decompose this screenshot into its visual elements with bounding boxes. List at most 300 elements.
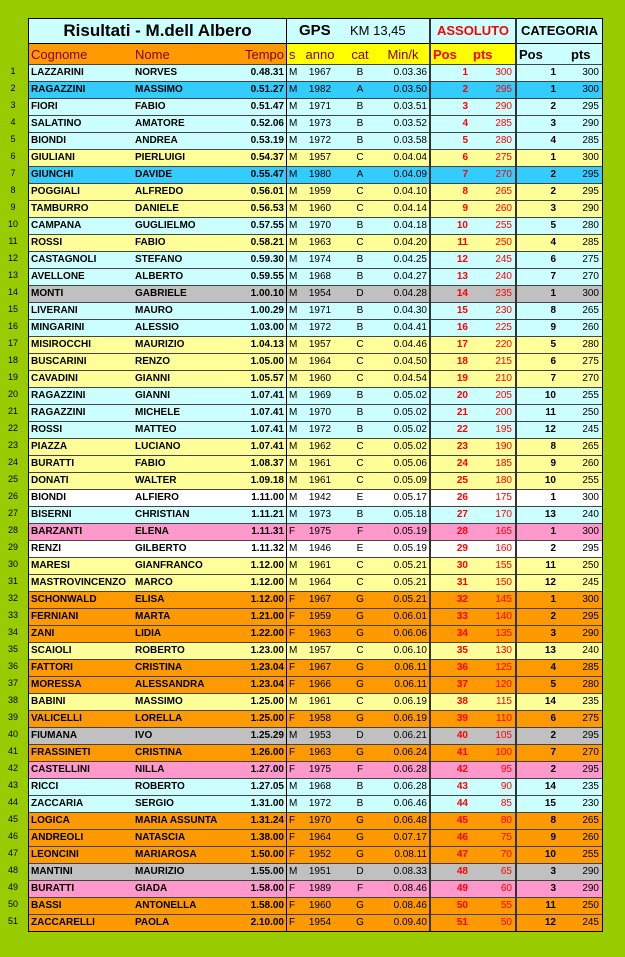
cell-anno: 1969: [308, 390, 332, 401]
cell-pts-abs: 60: [500, 883, 512, 894]
cell-pts-cat: 285: [582, 237, 599, 248]
cell-pts-cat: 260: [582, 322, 599, 333]
cell-cognome: BIONDI: [31, 492, 66, 503]
col-pts-cat: pts: [559, 43, 602, 64]
cell-pos-cat: 9: [550, 322, 556, 333]
row-number: 46: [7, 831, 18, 841]
row-number: 8: [10, 185, 16, 195]
cell-sesso: M: [289, 390, 297, 401]
cell-pos-abs: 30: [456, 560, 468, 571]
cell-pos-cat: 4: [550, 135, 556, 146]
cell-cognome: VALICELLI: [31, 713, 82, 724]
cell-nome: MASSIMO: [135, 84, 183, 95]
row-number: 33: [7, 610, 18, 620]
cell-tempo: 1.05.57: [250, 373, 284, 384]
cell-pos-cat: 14: [544, 781, 556, 792]
cell-minkm: 0.05.19: [393, 526, 427, 537]
cell-tempo: 1.05.00: [250, 356, 284, 367]
cell-pts-abs: 265: [495, 186, 512, 197]
column-divider: [429, 19, 431, 931]
cell-anno: 1989: [308, 883, 332, 894]
cell-pos-cat: 11: [545, 407, 556, 418]
row-number: 21: [7, 406, 18, 416]
cell-sesso: F: [289, 662, 296, 673]
cell-pos-cat: 3: [550, 118, 556, 129]
cell-pos-abs: 20: [456, 390, 468, 401]
cell-pos-cat: 3: [550, 883, 556, 894]
cell-minkm: 0.08.46: [393, 900, 427, 911]
cell-pts-cat: 245: [582, 577, 599, 588]
cell-anno: 1953: [308, 730, 332, 741]
cell-minkm: 0.03.52: [393, 118, 427, 129]
cell-nome: GABRIELE: [135, 288, 187, 299]
cell-anno: 1968: [308, 271, 332, 282]
cell-pts-abs: 245: [495, 254, 512, 265]
cell-pts-cat: 300: [582, 67, 599, 78]
cell-anno: 1959: [308, 186, 332, 197]
cell-pts-cat: 295: [582, 186, 599, 197]
cell-sesso: F: [289, 628, 296, 639]
cell-cognome: BURATTI: [31, 883, 75, 894]
cell-sesso: M: [289, 696, 297, 707]
cell-minkm: 0.04.27: [393, 271, 427, 282]
cell-pos-cat: 13: [544, 645, 556, 656]
cell-pos-abs: 11: [457, 237, 468, 248]
cell-cat: G: [356, 611, 364, 622]
cell-pts-cat: 270: [582, 747, 599, 758]
cell-anno: 1964: [308, 832, 332, 843]
cell-pos-abs: 50: [456, 900, 468, 911]
cell-tempo: 1.31.00: [250, 798, 284, 809]
categoria-heading: CATEGORIA: [517, 19, 602, 43]
cell-cognome: MONTI: [31, 288, 64, 299]
cell-cognome: BUSCARINI: [31, 356, 87, 367]
cell-pos-cat: 1: [550, 84, 556, 95]
cell-nome: GIANNI: [135, 373, 170, 384]
row-number: 28: [7, 525, 18, 535]
cell-sesso: F: [289, 594, 296, 605]
cell-cat: G: [356, 713, 364, 724]
cell-tempo: 1.25.00: [250, 713, 284, 724]
cell-pts-abs: 145: [495, 594, 512, 605]
cell-minkm: 0.05.02: [393, 390, 427, 401]
cell-pts-cat: 295: [582, 543, 599, 554]
cell-pts-cat: 290: [582, 628, 599, 639]
cell-tempo: 1.07.41: [250, 424, 284, 435]
cell-pts-cat: 280: [582, 339, 599, 350]
cell-pts-cat: 285: [582, 662, 599, 673]
cell-nome: NORVES: [135, 67, 178, 78]
cell-pos-abs: 44: [456, 798, 468, 809]
row-number: 5: [10, 134, 16, 144]
cell-minkm: 0.06.46: [393, 798, 427, 809]
cell-cat: B: [356, 101, 364, 112]
cell-pos-cat: 5: [550, 339, 556, 350]
cell-nome: ALFREDO: [135, 186, 184, 197]
cell-cognome: GIULIANI: [31, 152, 75, 163]
row-number: 51: [7, 916, 18, 926]
cell-pts-cat: 300: [582, 526, 599, 537]
cell-nome: DANIELE: [135, 203, 179, 214]
cell-pts-abs: 190: [495, 441, 512, 452]
cell-nome: GUGLIELMO: [135, 220, 196, 231]
cell-minkm: 0.05.02: [393, 441, 427, 452]
cell-pos-cat: 6: [550, 254, 556, 265]
cell-nome: WALTER: [135, 475, 177, 486]
cell-sesso: F: [289, 526, 296, 537]
cell-pts-abs: 110: [496, 713, 512, 724]
cell-pts-abs: 50: [500, 917, 512, 928]
cell-anno: 1942: [308, 492, 332, 503]
cell-pts-cat: 230: [582, 798, 599, 809]
cell-pts-abs: 55: [500, 900, 512, 911]
cell-pos-cat: 12: [544, 424, 556, 435]
cell-cat: C: [356, 339, 364, 350]
cell-tempo: 0.53.19: [250, 135, 284, 146]
cell-nome: IVO: [135, 730, 153, 741]
cell-nome: ALFIERO: [135, 492, 179, 503]
cell-tempo: 0.59.30: [250, 254, 284, 265]
cell-minkm: 0.04.50: [393, 356, 427, 367]
cell-tempo: 1.11.32: [251, 543, 284, 554]
cell-tempo: 1.31.24: [250, 815, 284, 826]
cell-cognome: ZANI: [31, 628, 55, 639]
cell-cognome: FIORI: [31, 101, 58, 112]
cell-tempo: 1.23.00: [250, 645, 284, 656]
cell-pos-abs: 47: [456, 849, 468, 860]
col-pts-abs: pts: [471, 43, 516, 64]
cell-pos-abs: 35: [456, 645, 468, 656]
cell-cat: B: [356, 781, 364, 792]
cell-pts-cat: 290: [582, 866, 599, 877]
row-number: 34: [7, 627, 18, 637]
cell-pos-cat: 2: [550, 543, 556, 554]
cell-pts-cat: 270: [582, 373, 599, 384]
cell-pts-abs: 280: [495, 135, 512, 146]
col-tempo: Tempo: [233, 43, 287, 64]
cell-tempo: 1.12.00: [250, 577, 284, 588]
cell-cognome: RAGAZZINI: [31, 407, 86, 418]
cell-cognome: FATTORI: [31, 662, 73, 673]
row-number: 7: [10, 168, 16, 178]
cell-cat: B: [356, 322, 364, 333]
row-number: 27: [7, 508, 18, 518]
cell-pts-cat: 255: [582, 849, 599, 860]
cell-anno: 1954: [308, 288, 332, 299]
cell-anno: 1963: [308, 237, 332, 248]
cell-anno: 1974: [308, 254, 332, 265]
cell-minkm: 0.06.48: [393, 815, 427, 826]
cell-pts-abs: 105: [495, 730, 512, 741]
cell-pts-abs: 120: [495, 679, 512, 690]
cell-pos-abs: 49: [456, 883, 468, 894]
cell-cognome: SCHONWALD: [31, 594, 97, 605]
cell-tempo: 0.52.06: [250, 118, 284, 129]
col-sesso: s: [287, 43, 297, 64]
cell-pts-abs: 175: [495, 492, 512, 503]
cell-tempo: 0.56.53: [250, 203, 284, 214]
cell-pts-abs: 90: [500, 781, 512, 792]
cell-minkm: 0.05.02: [393, 424, 427, 435]
cell-cat: C: [356, 441, 364, 452]
cell-sesso: M: [289, 339, 297, 350]
cell-pos-cat: 1: [550, 526, 556, 537]
cell-pos-cat: 1: [550, 152, 556, 163]
cell-pos-cat: 12: [544, 577, 556, 588]
col-minkm: Min/k: [377, 43, 430, 64]
row-number: 23: [7, 440, 18, 450]
cell-nome: GIADA: [135, 883, 168, 894]
cell-anno: 1957: [308, 152, 332, 163]
cell-nome: MAURIZIO: [135, 866, 185, 877]
cell-anno: 1952: [308, 849, 332, 860]
cell-pos-abs: 43: [456, 781, 468, 792]
cell-tempo: 1.08.37: [250, 458, 284, 469]
cell-cognome: MARESI: [31, 560, 70, 571]
cell-pos-cat: 1: [550, 594, 556, 605]
cell-cognome: FERNIANI: [31, 611, 79, 622]
cell-pos-abs: 8: [462, 186, 468, 197]
row-number: 31: [7, 576, 18, 586]
cell-sesso: F: [289, 849, 296, 860]
cell-minkm: 0.05.02: [393, 407, 427, 418]
cell-sesso: M: [289, 798, 297, 809]
cell-cognome: MISIROCCHI: [31, 339, 91, 350]
cell-pts-abs: 160: [495, 543, 512, 554]
cell-sesso: F: [289, 832, 296, 843]
cell-cat: F: [356, 883, 364, 894]
cell-sesso: M: [289, 492, 297, 503]
cell-sesso: M: [289, 322, 297, 333]
cell-minkm: 0.06.11: [394, 662, 427, 673]
cell-pts-cat: 275: [582, 254, 599, 265]
column-divider: [515, 19, 517, 931]
cell-anno: 1968: [308, 781, 332, 792]
cell-minkm: 0.08.33: [393, 866, 427, 877]
cell-anno: 1971: [308, 305, 332, 316]
cell-minkm: 0.03.51: [393, 101, 427, 112]
cell-pts-abs: 155: [495, 560, 512, 571]
cell-pts-cat: 290: [582, 883, 599, 894]
cell-sesso: F: [289, 747, 296, 758]
cell-cat: B: [356, 798, 364, 809]
cell-pos-abs: 34: [456, 628, 468, 639]
cell-sesso: M: [289, 186, 297, 197]
cell-pts-cat: 235: [582, 696, 599, 707]
cell-minkm: 0.03.58: [393, 135, 427, 146]
cell-pts-cat: 240: [582, 509, 599, 520]
cell-anno: 1972: [308, 424, 332, 435]
cell-nome: SERGIO: [135, 798, 174, 809]
cell-cognome: MANTINI: [31, 866, 73, 877]
cell-pos-cat: 8: [550, 815, 556, 826]
cell-cat: C: [356, 645, 364, 656]
cell-cat: G: [356, 662, 364, 673]
cell-pos-cat: 14: [544, 696, 556, 707]
cell-pos-cat: 10: [544, 475, 556, 486]
cell-cat: F: [356, 526, 364, 537]
cell-pos-cat: 2: [550, 764, 556, 775]
cell-pos-abs: 12: [456, 254, 468, 265]
cell-pos-abs: 13: [456, 271, 468, 282]
cell-pts-cat: 295: [582, 101, 599, 112]
row-number: 11: [8, 236, 18, 246]
cell-pos-abs: 7: [462, 169, 468, 180]
cell-pos-abs: 15: [456, 305, 468, 316]
cell-tempo: 1.07.41: [250, 390, 284, 401]
row-number: 29: [7, 542, 18, 552]
cell-nome: LORELLA: [135, 713, 183, 724]
row-number: 43: [7, 780, 18, 790]
cell-pos-abs: 46: [456, 832, 468, 843]
cell-sesso: M: [289, 645, 297, 656]
cell-pos-cat: 6: [550, 713, 556, 724]
cell-pts-cat: 300: [582, 84, 599, 95]
cell-pos-abs: 26: [456, 492, 468, 503]
cell-pos-abs: 14: [456, 288, 468, 299]
cell-pts-abs: 215: [495, 356, 512, 367]
cell-cognome: ZACCARELLI: [31, 917, 95, 928]
cell-pos-cat: 15: [544, 798, 556, 809]
cell-tempo: 1.22.00: [250, 628, 284, 639]
cell-anno: 1964: [308, 356, 332, 367]
cell-pts-abs: 180: [495, 475, 512, 486]
cell-pos-abs: 32: [456, 594, 468, 605]
cell-pts-cat: 300: [582, 594, 599, 605]
cell-pts-cat: 300: [582, 152, 599, 163]
cell-pos-cat: 10: [544, 390, 556, 401]
col-pos-abs: Pos: [431, 43, 471, 64]
row-number: 24: [7, 457, 18, 467]
cell-pts-cat: 250: [582, 407, 599, 418]
cell-pts-abs: 70: [500, 849, 512, 860]
cell-tempo: 1.26.00: [250, 747, 284, 758]
row-number: 37: [7, 678, 18, 688]
cell-sesso: M: [289, 509, 297, 520]
cell-cat: G: [356, 594, 364, 605]
row-number: 49: [7, 882, 18, 892]
cell-cat: D: [356, 730, 364, 741]
cell-cognome: CASTELLINI: [31, 764, 90, 775]
cell-cognome: BIONDI: [31, 135, 66, 146]
cell-anno: 1963: [308, 747, 332, 758]
cell-minkm: 0.06.21: [393, 730, 427, 741]
cell-minkm: 0.04.10: [393, 186, 427, 197]
cell-pts-cat: 285: [582, 135, 599, 146]
cell-minkm: 0.05.21: [393, 594, 427, 605]
cell-anno: 1975: [308, 764, 332, 775]
cell-tempo: 0.56.01: [250, 186, 284, 197]
cell-cat: G: [356, 917, 364, 928]
cell-anno: 1960: [308, 900, 332, 911]
cell-sesso: F: [289, 917, 296, 928]
cell-sesso: M: [289, 866, 297, 877]
row-number: 10: [7, 219, 18, 229]
cell-pos-cat: 3: [550, 203, 556, 214]
cell-pts-abs: 85: [500, 798, 512, 809]
cell-pos-abs: 40: [456, 730, 468, 741]
cell-sesso: F: [289, 883, 296, 894]
row-number: 13: [7, 270, 18, 280]
cell-pos-cat: 2: [550, 611, 556, 622]
cell-pts-abs: 75: [500, 832, 512, 843]
cell-minkm: 0.06.28: [393, 764, 427, 775]
cell-cat: E: [356, 492, 364, 503]
cell-cat: C: [356, 203, 364, 214]
cell-tempo: 1.00.10: [250, 288, 284, 299]
cell-pts-abs: 255: [495, 220, 512, 231]
row-number: 16: [7, 321, 18, 331]
cell-pos-abs: 6: [462, 152, 468, 163]
row-number: 32: [7, 593, 18, 603]
cell-tempo: 1.25.29: [250, 730, 284, 741]
cell-tempo: 0.51.27: [250, 84, 284, 95]
row-number: 3: [10, 100, 16, 110]
cell-tempo: 1.07.41: [250, 441, 284, 452]
row-number: 26: [7, 491, 18, 501]
row-number: 15: [7, 304, 18, 314]
col-pos-cat: Pos: [517, 43, 559, 64]
cell-anno: 1967: [308, 67, 332, 78]
cell-sesso: M: [289, 441, 297, 452]
cell-tempo: 0.54.37: [250, 152, 284, 163]
cell-nome: ELENA: [135, 526, 169, 537]
cell-cognome: BISERNI: [31, 509, 72, 520]
cell-nome: MASSIMO: [135, 696, 183, 707]
cell-pts-abs: 225: [495, 322, 512, 333]
cell-sesso: M: [289, 424, 297, 435]
cell-nome: MAURO: [135, 305, 173, 316]
cell-pts-cat: 295: [582, 764, 599, 775]
cell-anno: 1967: [308, 662, 332, 673]
cell-sesso: M: [289, 271, 297, 282]
assoluto-heading: ASSOLUTO: [431, 19, 516, 43]
cell-pts-cat: 255: [582, 475, 599, 486]
cell-minkm: 0.08.11: [394, 849, 427, 860]
gps-text: GPS: [299, 22, 331, 39]
cell-pts-abs: 125: [495, 662, 512, 673]
cell-minkm: 0.04.28: [393, 288, 427, 299]
cell-pos-abs: 17: [456, 339, 468, 350]
cell-pos-abs: 10: [456, 220, 468, 231]
cell-cat: C: [356, 696, 364, 707]
cell-pos-cat: 13: [544, 509, 556, 520]
cell-cat: D: [356, 288, 364, 299]
cell-nome: CRISTINA: [135, 662, 183, 673]
cell-pts-abs: 285: [495, 118, 512, 129]
cell-nome: PIERLUIGI: [135, 152, 186, 163]
cell-cat: A: [356, 84, 364, 95]
cell-pts-abs: 240: [495, 271, 512, 282]
results-title: Risultati - M.dell Albero: [29, 19, 287, 43]
cell-pts-cat: 295: [582, 730, 599, 741]
cell-anno: 1954: [308, 917, 332, 928]
cell-pos-abs: 23: [456, 441, 468, 452]
cell-cat: F: [356, 764, 364, 775]
row-number: 9: [10, 202, 16, 212]
cell-pos-cat: 7: [550, 373, 556, 384]
cell-sesso: M: [289, 407, 297, 418]
row-number: 19: [7, 372, 18, 382]
cell-nome: ANDREA: [135, 135, 178, 146]
row-number: 2: [10, 83, 16, 93]
cell-tempo: 0.59.55: [250, 271, 284, 282]
cell-nome: MARTA: [135, 611, 171, 622]
cell-pos-cat: 3: [550, 866, 556, 877]
cell-nome: CHRISTIAN: [135, 509, 190, 520]
cell-anno: 1967: [308, 594, 332, 605]
cell-nome: GILBERTO: [135, 543, 187, 554]
